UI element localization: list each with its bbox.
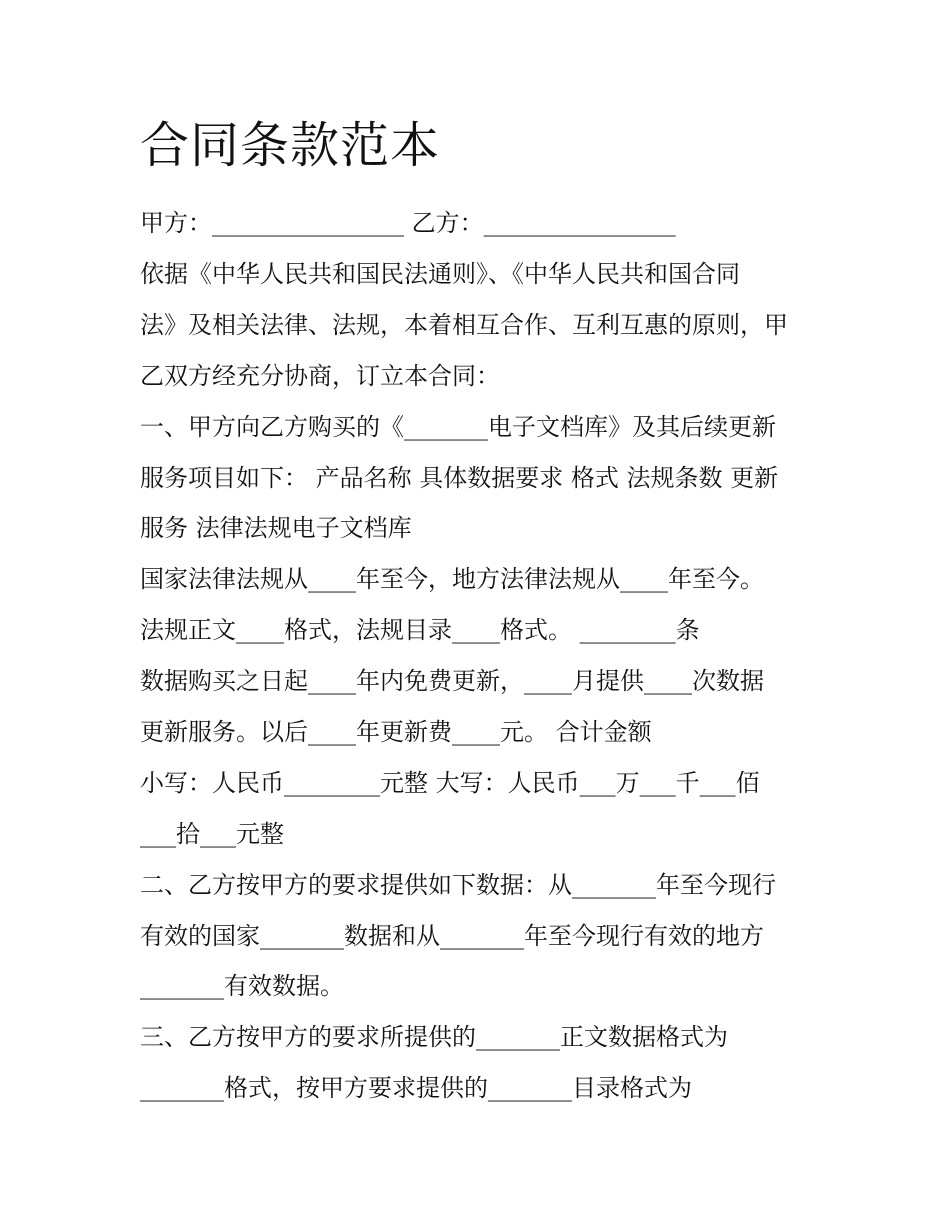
clause-three-line-2: _______格式，按甲方要求提供的_______目录格式为 — [140, 1074, 692, 1102]
clause-two-line-3: _______有效数据。 — [140, 972, 344, 1000]
clause-one-line-2: 服务项目如下： 产品名称 具体数据要求 格式 法规条数 更新 — [140, 464, 779, 492]
document-title: 合同条款范本 — [140, 117, 441, 174]
party-names-line: 甲方：________________ 乙方：________________ — [140, 209, 676, 237]
amount-line-1: 小写：人民币________元整 大写：人民币___万___千___佰 — [140, 769, 760, 797]
format-count-line: 法规正文____格式，法规目录____格式。 ________条 — [140, 616, 700, 644]
clause-one-line-1: 一、甲方向乙方购买的《_______电子文档库》及其后续更新 — [140, 413, 776, 441]
clause-three-line-1: 三、乙方按甲方的要求所提供的_______正文数据格式为 — [140, 1023, 728, 1051]
preamble-line-2: 法》及相关法律、法规，本着相互合作、互利互惠的原则，甲 — [140, 311, 788, 339]
update-service-line-2: 更新服务。以后____年更新费____元。 合计金额 — [140, 718, 652, 746]
update-service-line-1: 数据购买之日起____年内免费更新，____月提供____次数据 — [140, 667, 764, 695]
amount-line-2: ___拾___元整 — [140, 820, 284, 848]
clause-two-line-1: 二、乙方按甲方的要求提供如下数据：从_______年至今现行 — [140, 871, 776, 899]
preamble-line-1: 依据《中华人民共和国民法通则》、《中华人民共和国合同 — [140, 260, 740, 288]
clause-two-line-2: 有效的国家_______数据和从_______年至今现行有效的地方 — [140, 922, 764, 950]
preamble-line-3: 乙双方经充分协商，订立本合同： — [140, 362, 500, 390]
clause-one-line-3: 服务 法律法规电子文档库 — [140, 514, 412, 542]
regulation-range-line: 国家法律法规从____年至今，地方法律法规从____年至今。 — [140, 565, 764, 593]
